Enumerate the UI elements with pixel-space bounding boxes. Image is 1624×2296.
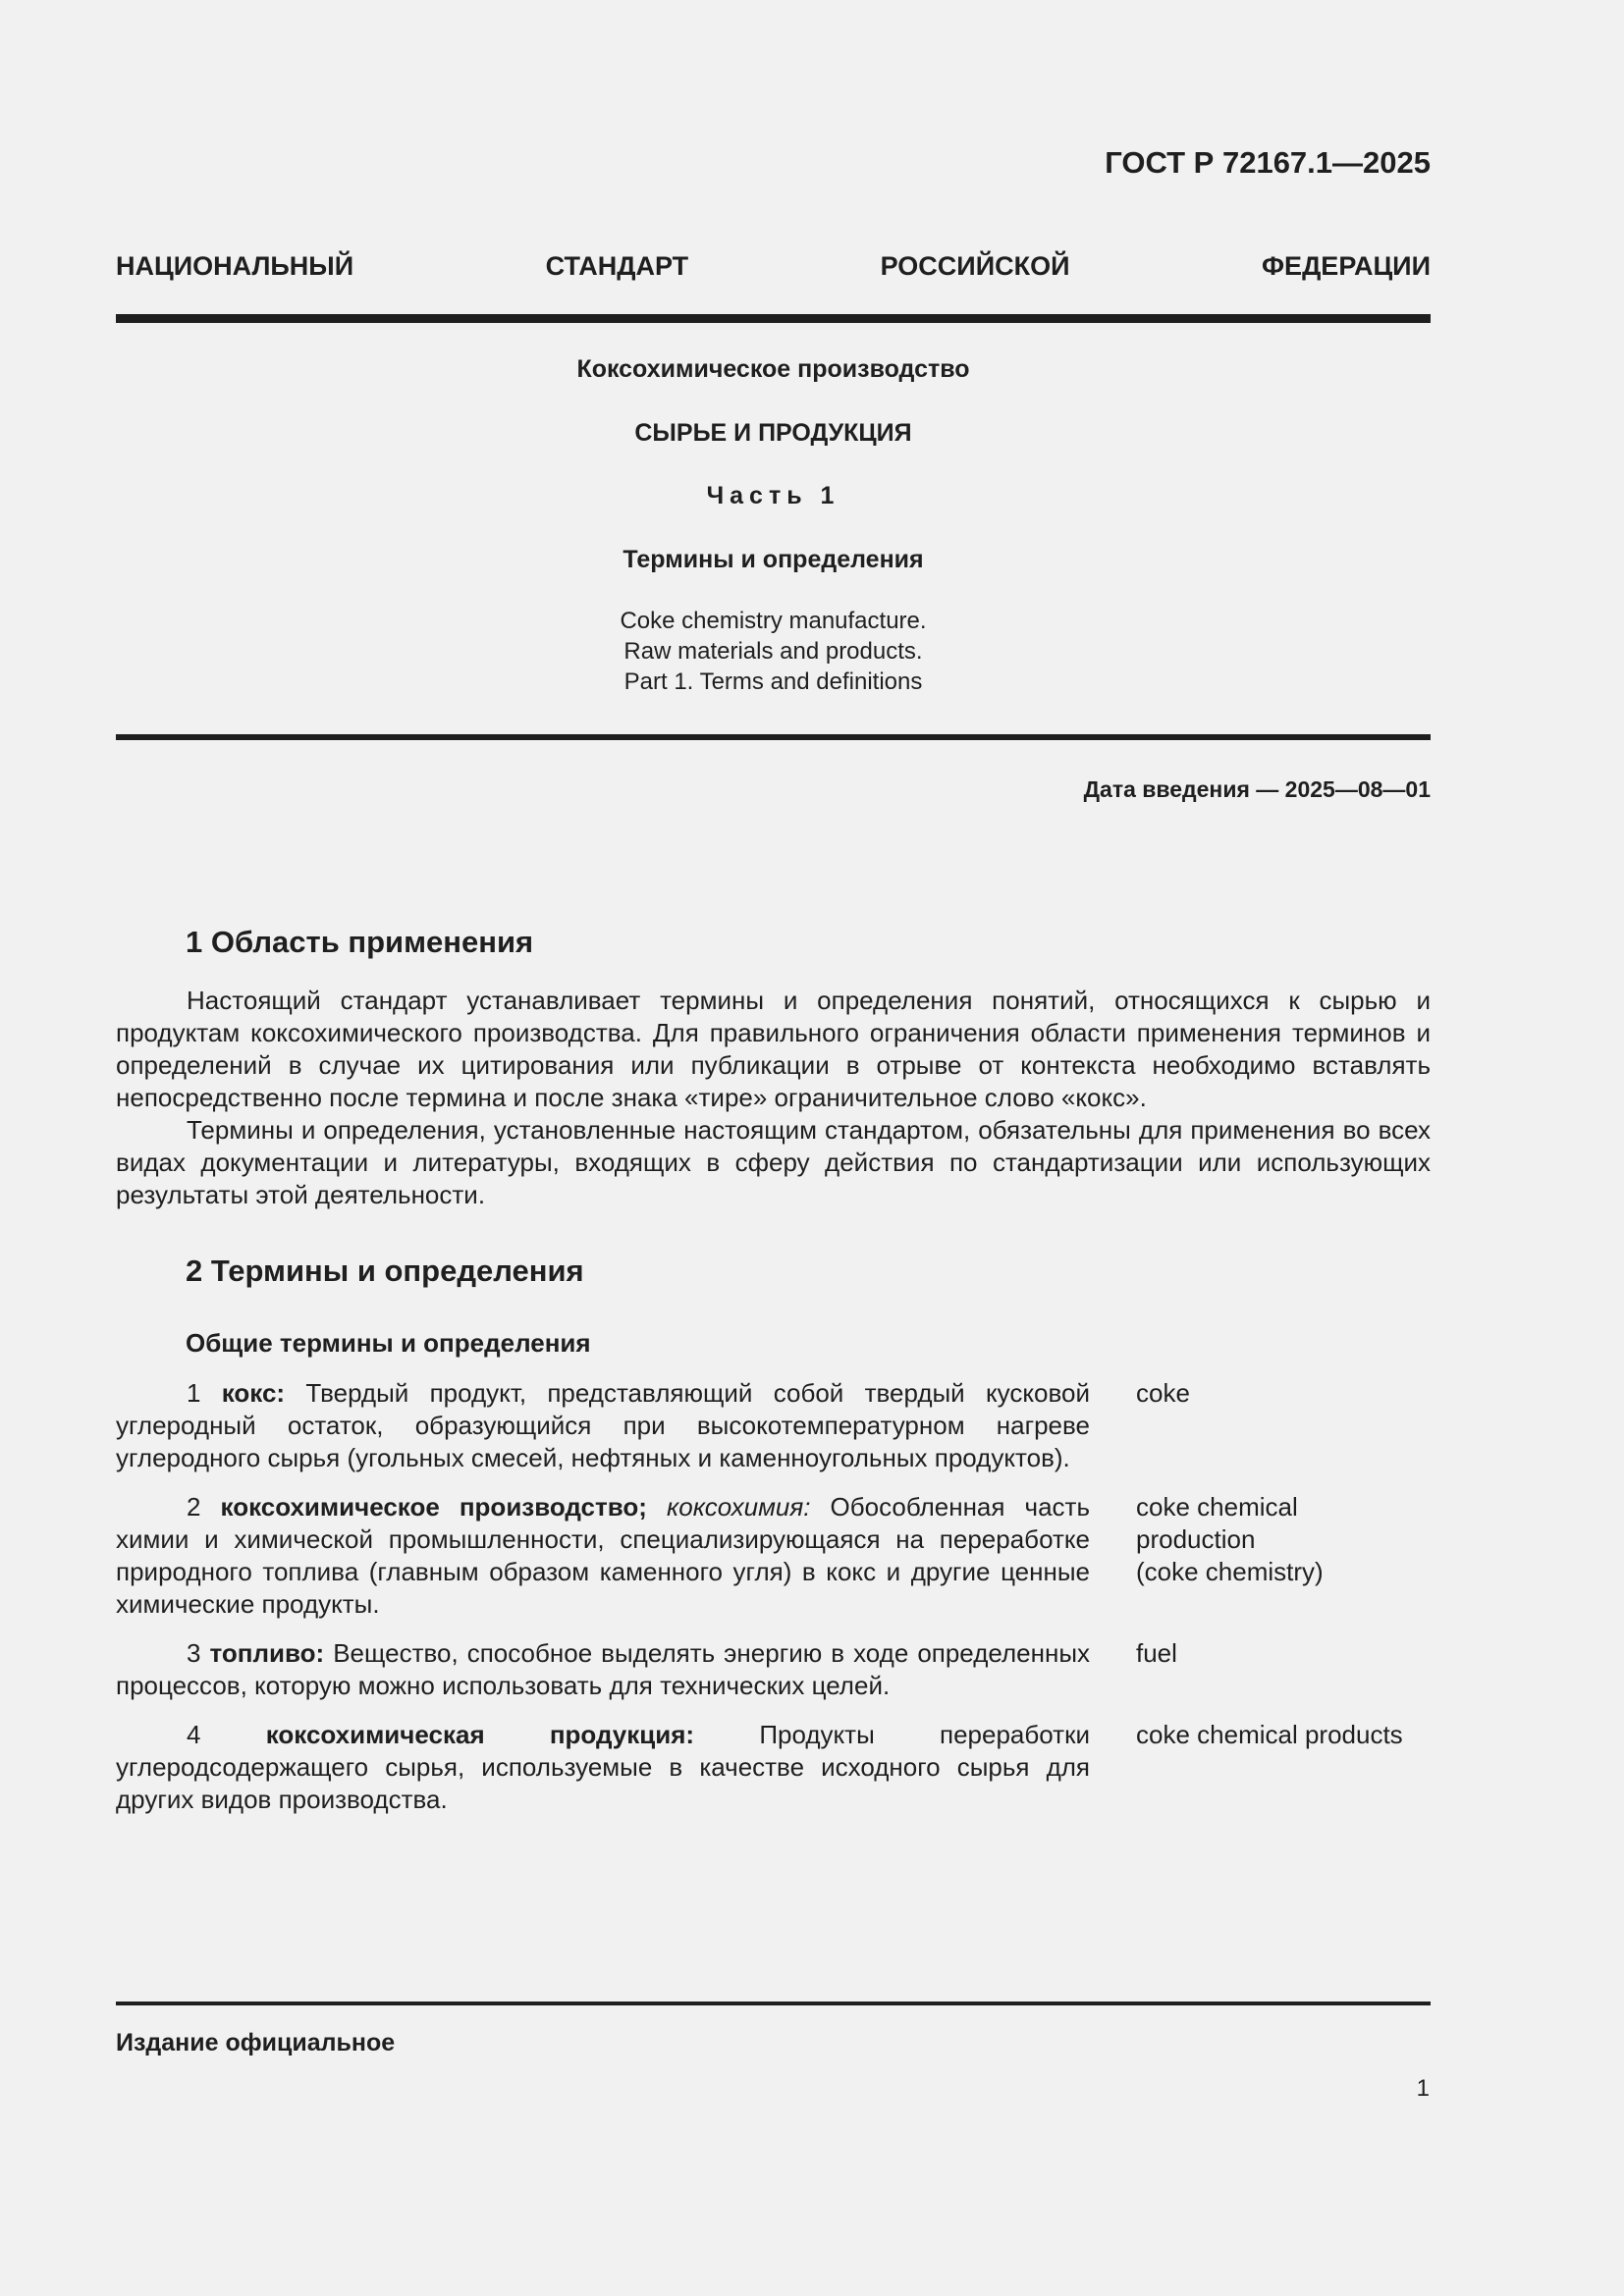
english-title-line: Coke chemistry manufacture. bbox=[620, 608, 927, 634]
term-english-line: coke bbox=[1136, 1378, 1190, 1408]
term-name: кокс: bbox=[221, 1378, 286, 1408]
title-subject: Термины и определения bbox=[623, 546, 924, 573]
term-english-line: (coke chemistry) bbox=[1136, 1557, 1324, 1586]
terms-subheading: Общие термины и определения bbox=[186, 1328, 591, 1358]
term-definition-text: Обособленная часть химии и химической промышленности, специализирующаяся на переработке природного топлива (главным образом каменного угля) в кокс и другие ценные химические продукты. bbox=[116, 1492, 1090, 1619]
term-english bbox=[1136, 1491, 1431, 1621]
edition-label: Издание официальное bbox=[116, 2029, 396, 2056]
term-number: 4 bbox=[187, 1720, 201, 1749]
term-english-line: production bbox=[1136, 1524, 1256, 1554]
term-synonym: коксохимия: bbox=[667, 1492, 811, 1522]
paragraph-text: Настоящий стандарт устанавливает термины и определения понятий, относящихся к сырью и продуктам коксохимического производства. Для правильного ограничения области применения терминов и определений в случае их цитирования или публикации в отрыве от контекста необходимо вставлять непосредственно после термина и после знака «тире» ограничительное слово «кокс». bbox=[116, 986, 1431, 1112]
banner-word: ФЕДЕРАЦИИ bbox=[1262, 251, 1431, 281]
footer-divider bbox=[116, 2002, 1431, 2005]
title-divider bbox=[116, 734, 1431, 740]
term-english-line: fuel bbox=[1136, 1638, 1177, 1668]
introduction-date: Дата введения — 2025—08—01 bbox=[1083, 776, 1431, 802]
title-main: СЫРЬЕ И ПРОДУКЦИЯ bbox=[634, 419, 912, 447]
page-number: 1 bbox=[1416, 2075, 1430, 2102]
english-title-line: Raw materials and products. bbox=[623, 638, 923, 665]
term-number: 2 bbox=[187, 1492, 201, 1522]
national-standard-banner bbox=[116, 251, 1431, 282]
title-industry: Коксохимическое производство bbox=[576, 355, 970, 383]
term-definition bbox=[116, 1719, 1090, 1816]
term-definition bbox=[116, 1377, 1090, 1474]
term-number: 1 bbox=[187, 1378, 201, 1408]
banner-word: РОССИЙСКОЙ bbox=[880, 251, 1070, 281]
banner-word: СТАНДАРТ bbox=[545, 251, 689, 281]
term-name: коксохимическое производство; bbox=[220, 1492, 647, 1522]
english-title-line: Part 1. Terms and definitions bbox=[623, 668, 923, 695]
title-part: Часть 1 bbox=[706, 482, 840, 509]
term-english bbox=[1136, 1719, 1431, 1816]
term-entry bbox=[116, 1377, 1431, 1474]
term-definition bbox=[116, 1637, 1090, 1702]
section-heading-terms: 2 Термины и определения bbox=[186, 1254, 584, 1288]
terms-list bbox=[116, 1377, 1431, 1833]
banner-word: НАЦИОНАЛЬНЫЙ bbox=[116, 251, 354, 281]
term-entry bbox=[116, 1637, 1431, 1702]
term-definition-text: Твердый продукт, представляющий собой твердый кусковой углеродный остаток, образующийся при высокотемпературном нагреве углеродного сырья (угольных смесей, нефтяных и каменноугольных продуктов). bbox=[116, 1378, 1090, 1472]
term-number: 3 bbox=[187, 1638, 201, 1668]
top-divider bbox=[116, 314, 1431, 323]
term-english bbox=[1136, 1637, 1431, 1702]
term-name: топливо: bbox=[209, 1638, 325, 1668]
term-entry bbox=[116, 1719, 1431, 1816]
term-name: коксохимическая продукция: bbox=[265, 1720, 695, 1749]
term-english-line: coke chemical bbox=[1136, 1492, 1298, 1522]
paragraph-text: Термины и определения, установленные настоящим стандартом, обязательны для применения во всех видах документации и литературы, входящих в сферу действия по стандартизации или использующих результаты этой деятельности. bbox=[116, 1115, 1431, 1209]
term-entry bbox=[116, 1491, 1431, 1621]
document-number: ГОСТ Р 72167.1—2025 bbox=[1105, 145, 1431, 180]
english-title bbox=[116, 606, 1431, 697]
term-definition-text: Вещество, способное выделять энергию в ходе определенных процессов, которую можно использовать для технических целей. bbox=[116, 1638, 1091, 1700]
term-english bbox=[1136, 1377, 1431, 1474]
term-english-line: coke chemical products bbox=[1136, 1720, 1403, 1749]
scope-paragraph bbox=[116, 985, 1431, 1114]
scope-paragraph bbox=[116, 1114, 1431, 1211]
section-heading-scope: 1 Область применения bbox=[186, 925, 534, 959]
term-definition bbox=[116, 1491, 1090, 1621]
term-definition-text: Продукты переработки углеродсодержащего сырья, используемые в качестве исходного сырья для других видов производства. bbox=[116, 1720, 1090, 1814]
